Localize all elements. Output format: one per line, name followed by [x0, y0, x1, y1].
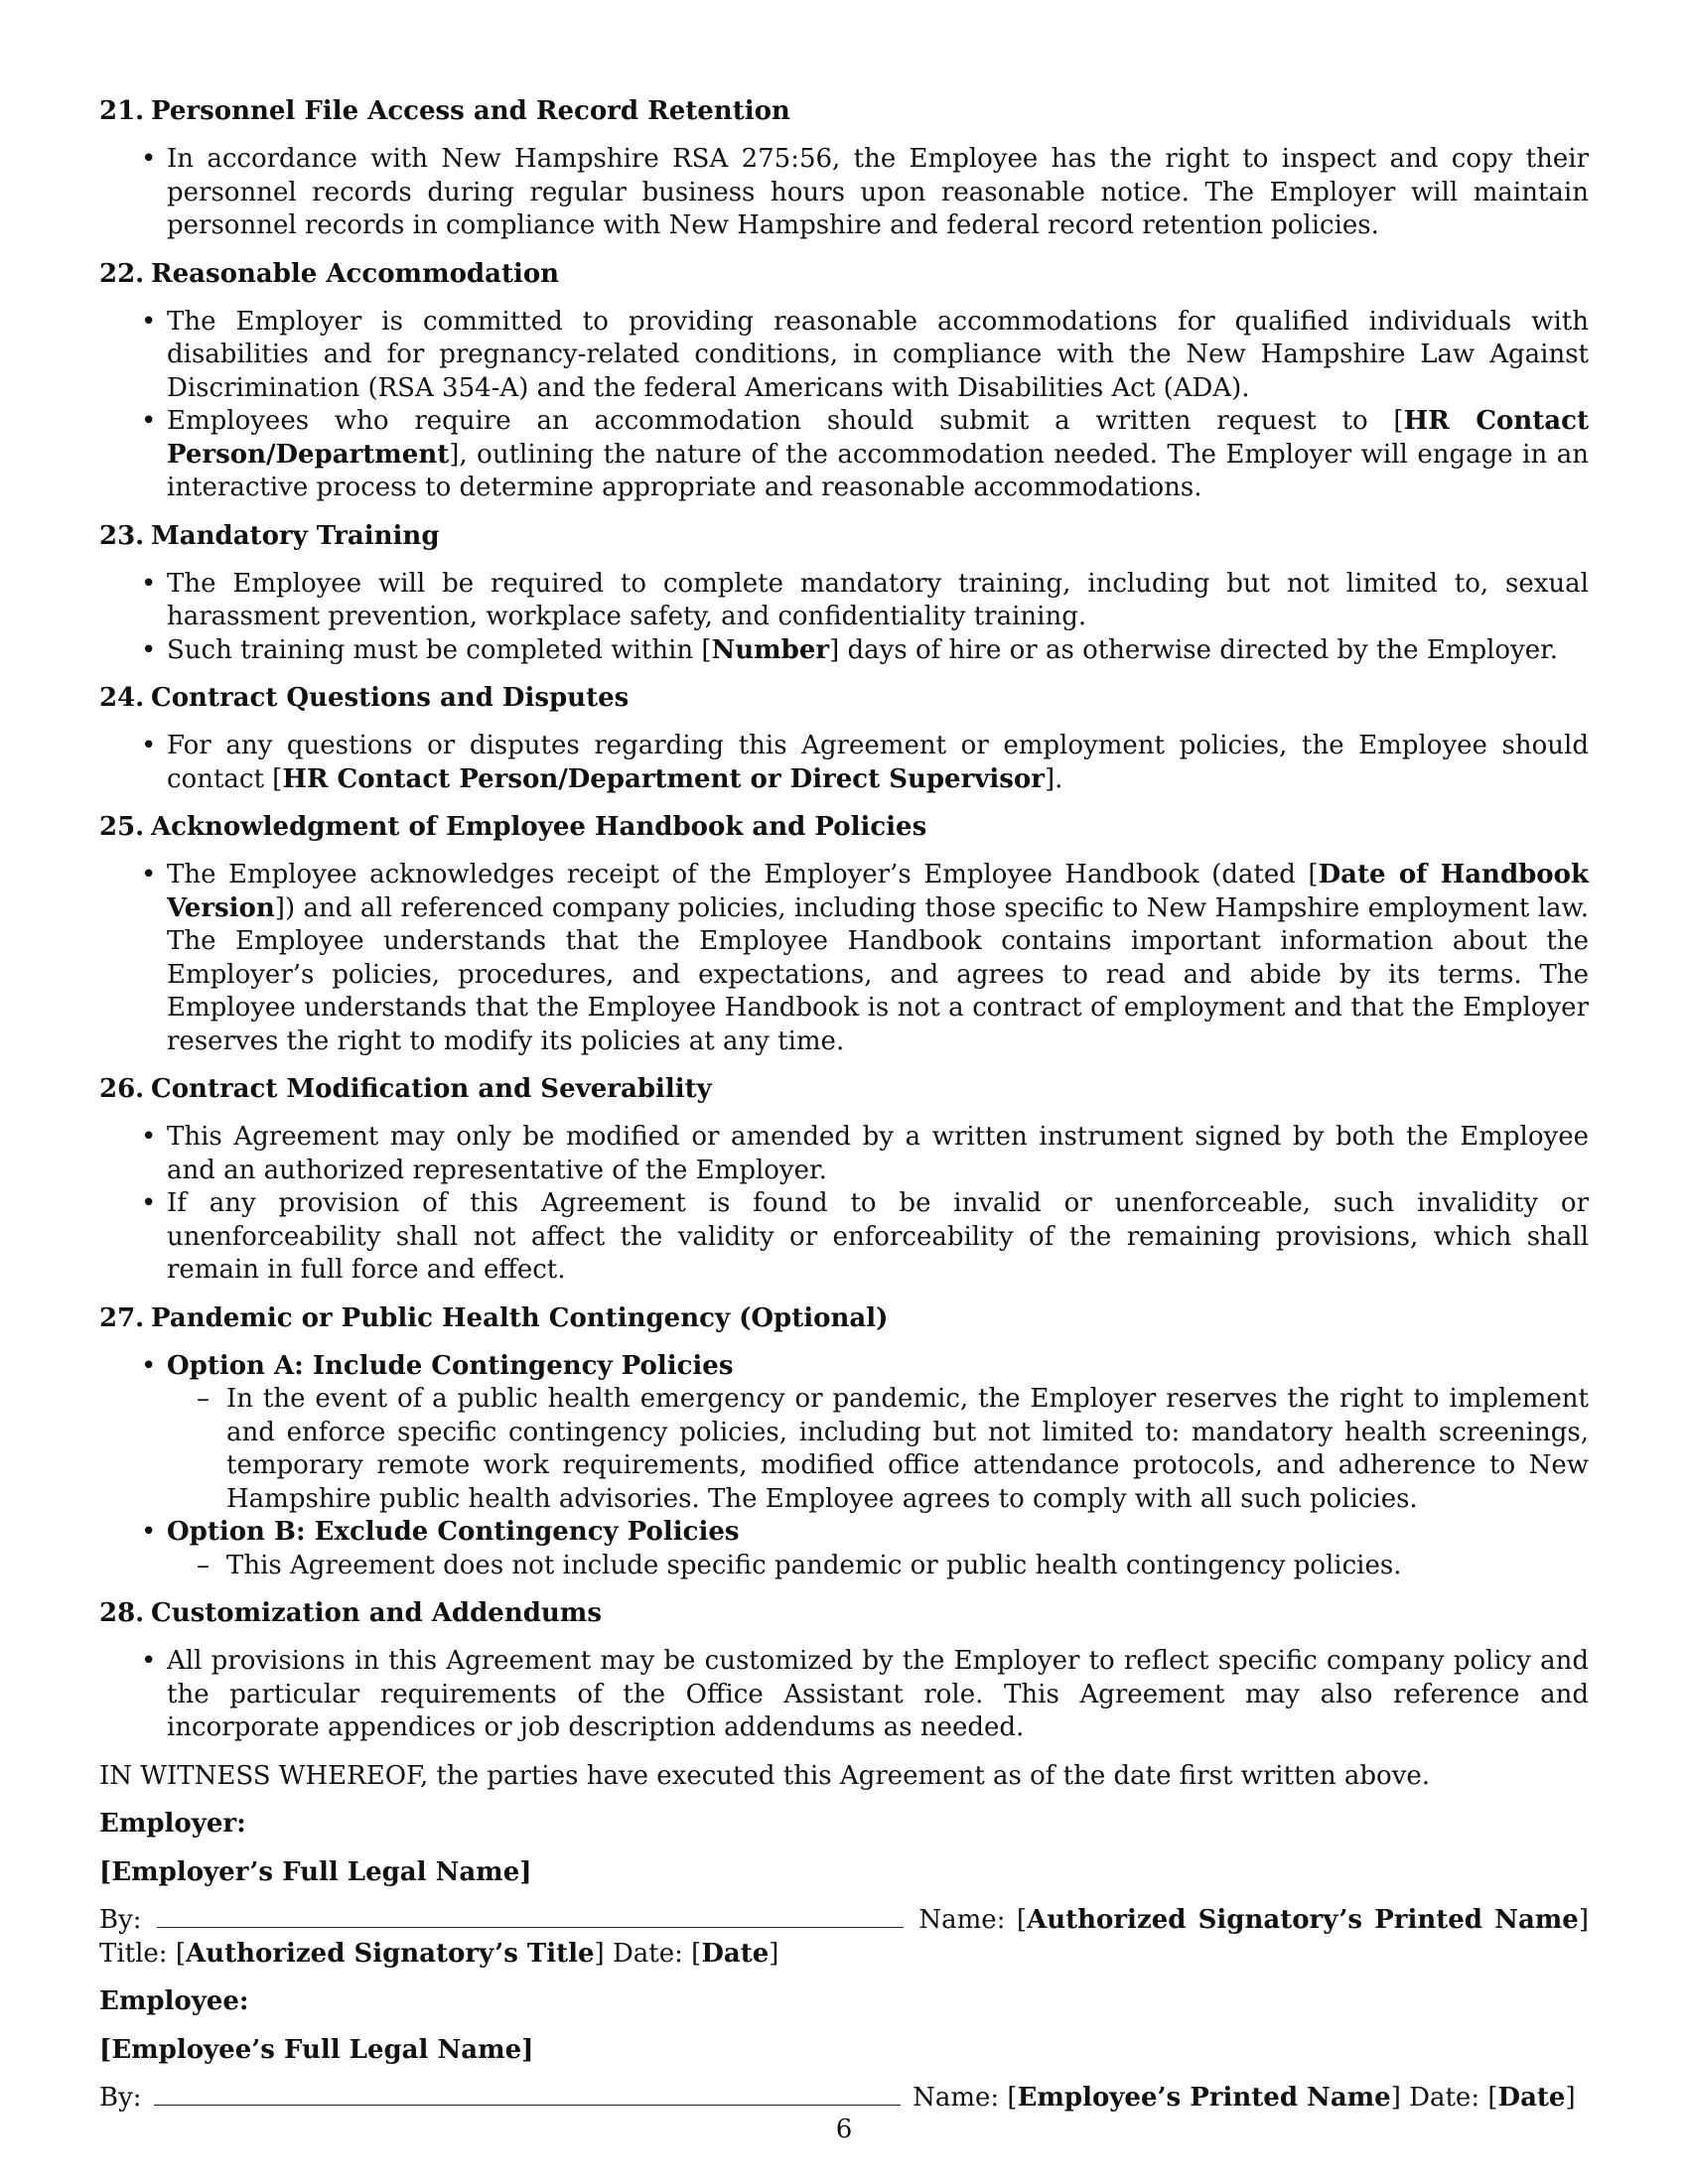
placeholder-field: Number [711, 634, 830, 665]
bullet-list [99, 730, 1589, 796]
item-text: ] days of hire or as otherwise directed by the Employer. [829, 634, 1558, 665]
section-title: Acknowledgment of Employee Handbook and Policies [151, 812, 927, 842]
date-label: Date: [612, 1938, 683, 1969]
section-title: Customization and Addendums [151, 1598, 602, 1628]
sub-list [167, 1383, 1589, 1516]
witness-clause: IN WITNESS WHEREOF, the parties have executed this Agreement as of the date first written above. [99, 1760, 1431, 1791]
bracket-close: ] [521, 2034, 534, 2065]
list-item: • All provisions in this Agreement may be customized by the Employer to reflect specific company policy and the particular requirements of the Office Assistant role. This Agreement may also reference and incorporate appendices or job description addendums as needed. [167, 1645, 1589, 1745]
bracket-open: [ [99, 2034, 112, 2065]
item-text: Such training must be completed within [ [167, 634, 712, 665]
section-24 [99, 682, 1589, 796]
section-heading [99, 1073, 1589, 1106]
list-item: • In accordance with New Hampshire RSA 275:56, the Employee has the right to inspect and copy their personnel records during regular business hours upon reasonable notice. The Employer will maintain personnel records in compliance with New Hampshire and federal record retention policies. [167, 143, 1589, 243]
section-number: 21. [99, 96, 145, 126]
employer-heading: Employer: [99, 1809, 246, 1839]
section-title: Reasonable Accommodation [151, 258, 560, 289]
bullet-list [99, 1350, 1589, 1583]
sub-list [167, 1550, 1589, 1583]
bullet-list [99, 568, 1589, 668]
section-heading [99, 1597, 1589, 1630]
date-placeholder: Date [1497, 2083, 1566, 2113]
placeholder-field: HR Contact Person/Department or Direct Supervisor [282, 763, 1045, 794]
section-28 [99, 1597, 1589, 1745]
printed-name-placeholder: Employee’s Printed Name [1017, 2083, 1391, 2113]
item-text: ]. [1044, 763, 1063, 794]
employee-signature-field[interactable] [154, 2083, 901, 2106]
section-25 [99, 811, 1589, 1058]
section-23 [99, 520, 1589, 668]
bullet-list [99, 306, 1589, 505]
section-title: Contract Questions and Disputes [151, 683, 630, 713]
bullet-list [99, 143, 1589, 243]
list-item: • The Employee will be required to complete mandatory training, including but not limited to, sexual harassment prevention, workplace safety, and confidentiality training. [167, 568, 1589, 634]
section-heading [99, 258, 1589, 291]
employer-signature-line: By: Name: [Authorized Signatory’s Printed Name] Title: [Authorized Signatory’s Title] Date: [Date] [99, 1905, 1589, 1969]
option-label: Option A: Include Contingency Policies [167, 1350, 734, 1381]
placeholder-field: Date of Handbook Version [167, 860, 1590, 923]
section-27 [99, 1302, 1589, 1583]
option-item [167, 1350, 1589, 1517]
date-placeholder: Date [701, 1938, 770, 1969]
employee-signature-line: By: Name: [Employee’s Printed Name] Date: [Date] [99, 2083, 1576, 2113]
section-21 [99, 95, 1589, 243]
option-label: Option B: Exclude Contingency Policies [167, 1517, 740, 1547]
printed-name-placeholder: Authorized Signatory’s Printed Name [1027, 1905, 1579, 1935]
section-heading [99, 95, 1589, 128]
by-label: By: [99, 2083, 142, 2113]
section-title: Mandatory Training [151, 520, 440, 551]
sub-item: – This Agreement does not include specific pandemic or public health contingency policies. [226, 1550, 1589, 1583]
section-number: 23. [99, 520, 145, 551]
employee-legal-name [99, 2034, 1589, 2068]
name-label: Name: [913, 2083, 1000, 2113]
list-item [167, 859, 1589, 1058]
list-item: • This Agreement may only be modified or amended by a written instrument signed by both the Employee and an authorized representative of the Employer. [167, 1121, 1589, 1187]
bracket-open: [ [99, 1856, 112, 1887]
item-text: The Employee acknowledges receipt of the Employer’s Employee Handbook (dated [ [167, 860, 1319, 889]
list-item [167, 730, 1589, 796]
document-page [99, 95, 1589, 2130]
section-heading [99, 682, 1589, 715]
by-label: By: [99, 1905, 142, 1935]
bullet-list [99, 859, 1589, 1058]
section-number: 28. [99, 1598, 145, 1628]
section-number: 26. [99, 1074, 145, 1104]
list-item [167, 634, 1589, 668]
section-title: Contract Modification and Severability [151, 1074, 712, 1104]
item-text: For any questions or disputes regarding this Agreement or employment policies, the Employee should contact [ [167, 731, 1589, 794]
title-placeholder: Authorized Signatory’s Title [186, 1938, 595, 1969]
section-number: 24. [99, 683, 145, 713]
item-text: Employees who require an accommodation should submit a written request to [ [167, 406, 1404, 436]
item-text: ]) and all referenced company policies, including those specific to New Hampshire employment law. The Employee understands that the Employee Handbook contains important information about the Employer’s policies, procedures, and expectations, and agrees to read and abide by its terms. The Employee understands that the Employee Handbook is not a contract of employment and that the Employer reserves the right to modify its policies at any time. [167, 892, 1589, 1056]
employer-signature-field[interactable] [157, 1905, 904, 1928]
placeholder-field: HR Contact Person/Department [167, 406, 1589, 470]
section-number: 25. [99, 812, 145, 842]
title-label: Title: [99, 1938, 168, 1969]
sub-item: – In the event of a public health emergency or pandemic, the Employer reserves the right to implement and enforce specific contingency policies, including but not limited to: mandatory health screenings, temporary remote work requirements, modified office attendance protocols, and adherence to New Hampshire public health advisories. The Employee agrees to comply with all such policies. [226, 1383, 1589, 1516]
employee-name-placeholder: Employee’s Full Legal Name [111, 2034, 522, 2065]
name-label: Name: [918, 1905, 1006, 1935]
section-number: 22. [99, 258, 145, 289]
page-number: 6 [835, 2115, 853, 2144]
employer-legal-name [99, 1856, 1589, 1890]
section-heading [99, 520, 1589, 553]
list-item: • The Employer is committed to providing reasonable accommodations for qualified individuals with disabilities and for pregnancy-related conditions, in compliance with the New Hampshire Law Against Discrimination (RSA 354-A) and the federal Americans with Disabilities Act (ADA). [167, 306, 1589, 406]
date-label: Date: [1409, 2083, 1480, 2113]
section-heading [99, 1302, 1589, 1335]
section-number: 27. [99, 1302, 145, 1333]
employee-heading: Employee: [99, 1986, 249, 2016]
item-text: ], outlining the nature of the accommodation needed. The Employer will engage in an interactive process to determine appropriate and reasonable accommodations. [167, 439, 1589, 502]
section-title: Pandemic or Public Health Contingency (Optional) [151, 1302, 889, 1333]
bullet-list [99, 1121, 1589, 1288]
section-title: Personnel File Access and Record Retention [151, 96, 790, 126]
list-item: • If any provision of this Agreement is found to be invalid or unenforceable, such invalidity or unenforceability shall not affect the validity or enforceability of the remaining provisions, which shall remain in full force and effect. [167, 1187, 1589, 1288]
bracket-close: ] [519, 1856, 532, 1887]
list-item [167, 405, 1589, 505]
section-heading [99, 811, 1589, 844]
section-22 [99, 258, 1589, 505]
section-26 [99, 1073, 1589, 1288]
employer-name-placeholder: Employer’s Full Legal Name [111, 1856, 520, 1887]
bullet-list [99, 1645, 1589, 1745]
option-item [167, 1516, 1589, 1582]
